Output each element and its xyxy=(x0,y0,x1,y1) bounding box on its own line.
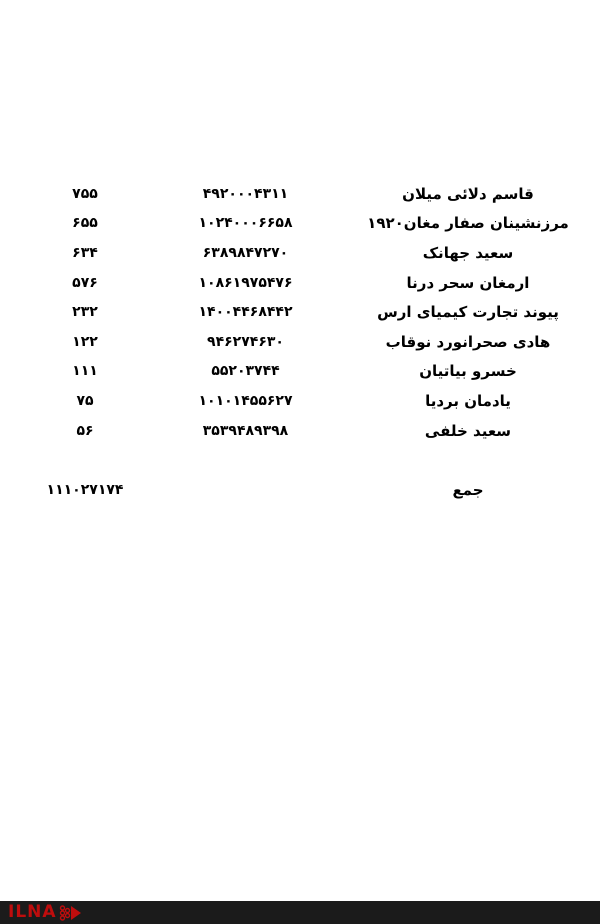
logo-ring xyxy=(60,906,64,910)
logo-ring xyxy=(65,908,69,912)
total-value: ۱۱۱۰۲۷۱۷۴ xyxy=(46,481,124,498)
row-count: ۵۷۶ xyxy=(72,274,98,291)
table-row xyxy=(0,386,600,416)
table-row xyxy=(0,209,600,239)
table-row xyxy=(0,327,600,357)
table-row xyxy=(0,297,600,327)
table-row xyxy=(0,268,600,298)
total-label: جمع xyxy=(452,480,484,499)
row-name: سعید جهانک xyxy=(422,243,514,262)
row-name: مرزنشینان صفار مغان۱۹۲۰ xyxy=(367,214,569,233)
row-name: سعید خلفی xyxy=(424,421,512,440)
row-count: ۱۱۱ xyxy=(72,363,98,380)
row-code: ۴۹۲۰۰۰۴۳۱۱ xyxy=(202,185,289,202)
row-count: ۵۶ xyxy=(76,422,94,439)
row-code: ۱۰۱۰۱۴۵۵۶۲۷ xyxy=(198,392,293,409)
logo-ring xyxy=(65,913,69,917)
row-code: ۶۳۸۹۸۴۷۲۷۰ xyxy=(202,244,289,261)
row-count: ۲۳۲ xyxy=(72,304,98,321)
row-code: ۳۵۳۹۴۸۹۳۹۸ xyxy=(202,422,289,439)
row-count: ۷۵۵ xyxy=(72,185,98,202)
ilna-logo-icon xyxy=(59,904,83,922)
row-name: قاسم دلائی میلان xyxy=(402,184,534,203)
row-name: ارمغان سحر درنا xyxy=(406,273,530,292)
table-row xyxy=(0,357,600,387)
table-row xyxy=(0,416,600,446)
footer-bar xyxy=(0,901,600,924)
logo-ring xyxy=(60,911,64,915)
table-row xyxy=(0,179,600,209)
ilna-logo-text: ILNA xyxy=(8,902,57,922)
row-name: پیوند تجارت کیمیای ارس xyxy=(377,303,559,322)
row-count: ۷۵ xyxy=(76,392,94,409)
ilna-logo xyxy=(8,904,83,922)
logo-arrow xyxy=(71,906,81,920)
row-code: ۹۴۶۲۷۴۶۳۰ xyxy=(207,333,284,350)
row-name: یادمان بردیا xyxy=(425,391,511,410)
row-code: ۱۰۸۶۱۹۷۵۴۷۶ xyxy=(198,274,293,291)
row-code: ۱۴۰۰۴۴۶۸۴۴۲ xyxy=(198,304,293,321)
row-code: ۱۰۲۴۰۰۰۶۶۵۸ xyxy=(198,215,293,232)
row-code: ۵۵۲۰۳۷۴۴ xyxy=(211,363,280,380)
row-count: ۶۵۵ xyxy=(72,215,98,232)
row-count: ۱۲۲ xyxy=(72,333,98,350)
row-name: خسرو بیاتیان xyxy=(419,362,517,381)
table-row xyxy=(0,238,600,268)
row-name: هادی صحرانورد نوقاب xyxy=(385,332,551,351)
total-row xyxy=(0,475,600,505)
logo-ring xyxy=(60,916,64,920)
row-gap xyxy=(0,445,600,475)
row-count: ۶۳۴ xyxy=(72,244,98,261)
data-table xyxy=(0,179,600,505)
